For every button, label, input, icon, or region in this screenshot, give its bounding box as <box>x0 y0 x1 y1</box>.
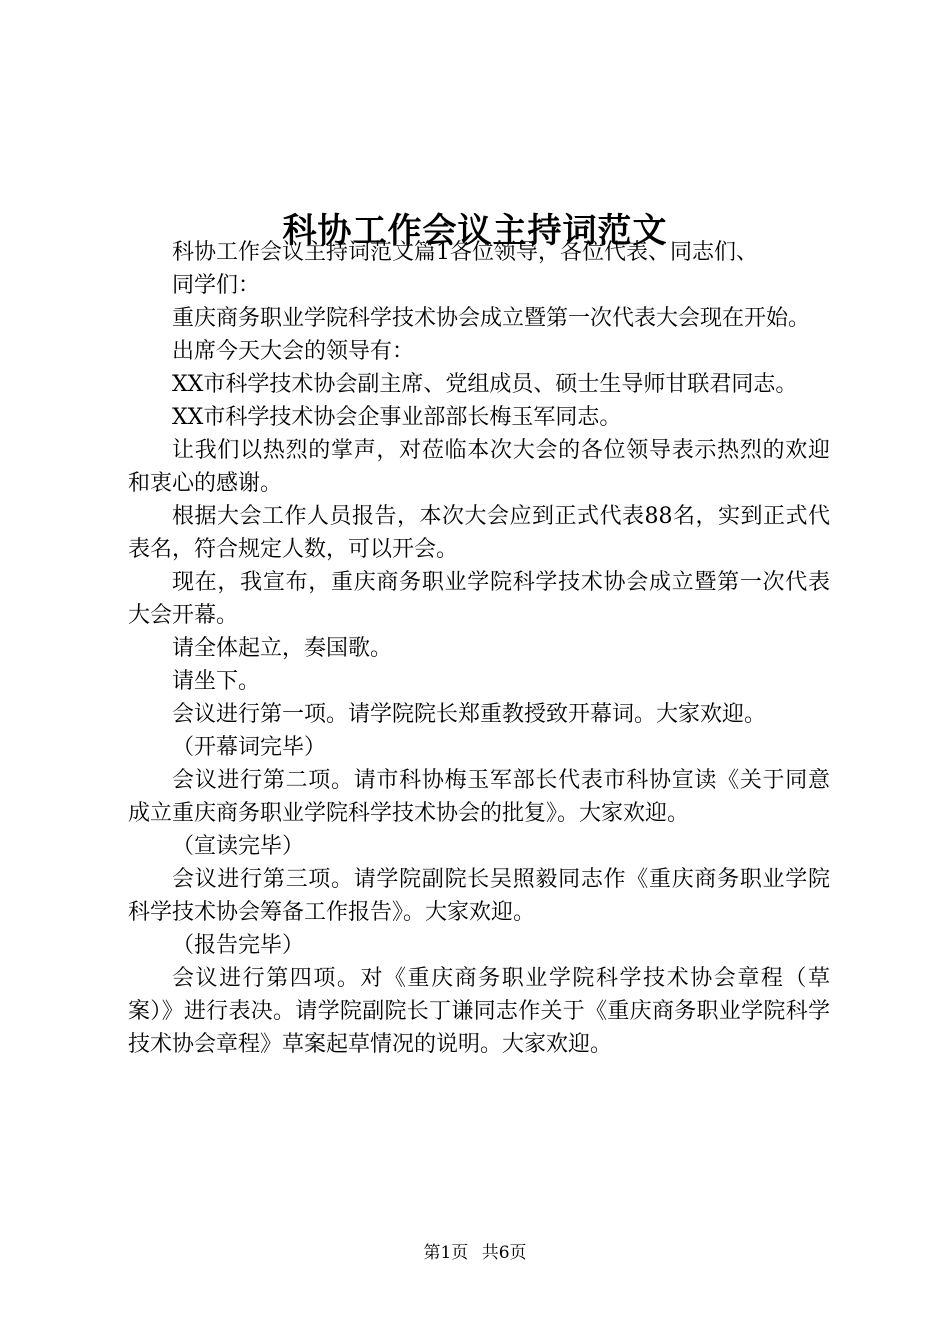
document-title: 科协工作会议主持词范文 <box>282 210 668 251</box>
paragraph: 会议进行第一项。请学院院长郑重教授致开幕词。大家欢迎。 <box>172 702 767 727</box>
paragraph: 会议进行第三项。请学院副院长吴照毅同志作《重庆商务职业学院科学技术协会筹备工作报告》。大家欢迎。 <box>128 867 830 925</box>
paragraph: 请全体起立，奏国歌。 <box>172 636 393 661</box>
paragraph: 出席今天大会的领导有： <box>172 339 415 364</box>
paragraph: 会议进行第四项。对《重庆商务职业学院科学技术协会章程（草案）》进行表决。请学院副院长丁谦同志作关于《重庆商务职业学院科学技术协会章程》草案起草情况的说明。大家欢迎。 <box>128 966 830 1057</box>
paragraph: 让我们以热烈的掌声，对莅临本次大会的各位领导表示热烈的欢迎和衷心的感谢。 <box>128 438 830 496</box>
paragraph: 请坐下。 <box>172 669 261 694</box>
paragraph: 科协工作会议主持词范文篇1各位领导，各位代表、同志们、 <box>172 240 758 265</box>
paragraph: 同学们： <box>172 273 261 298</box>
paragraph: （开幕词完毕） <box>172 735 327 760</box>
paragraph: 重庆商务职业学院科学技术协会成立暨第一次代表大会现在开始。 <box>172 306 811 331</box>
paragraph: XX市科学技术协会企事业部部长梅玉军同志。 <box>172 405 622 430</box>
page-total: 共6页 <box>481 1243 527 1263</box>
paragraph: 根据大会工作人员报告，本次大会应到正式代表88名，实到正式代表名，符合规定人数，可以开会。 <box>128 504 830 562</box>
paragraph: 现在，我宣布，重庆商务职业学院科学技术协会成立暨第一次代表大会开幕。 <box>128 570 830 628</box>
document-body <box>128 236 830 1061</box>
paragraph: 会议进行第二项。请市科协梅玉军部长代表市科协宣读《关于同意成立重庆商务职业学院科学技术协会的批复》。大家欢迎。 <box>128 768 830 826</box>
paragraph: （宣读完毕） <box>172 834 305 859</box>
page-number: 第1页 <box>423 1243 469 1263</box>
paragraph: XX市科学技术协会副主席、党组成员、硕士生导师甘联君同志。 <box>172 372 798 397</box>
paragraph: （报告完毕） <box>172 933 305 958</box>
page-footer <box>0 1241 950 1265</box>
